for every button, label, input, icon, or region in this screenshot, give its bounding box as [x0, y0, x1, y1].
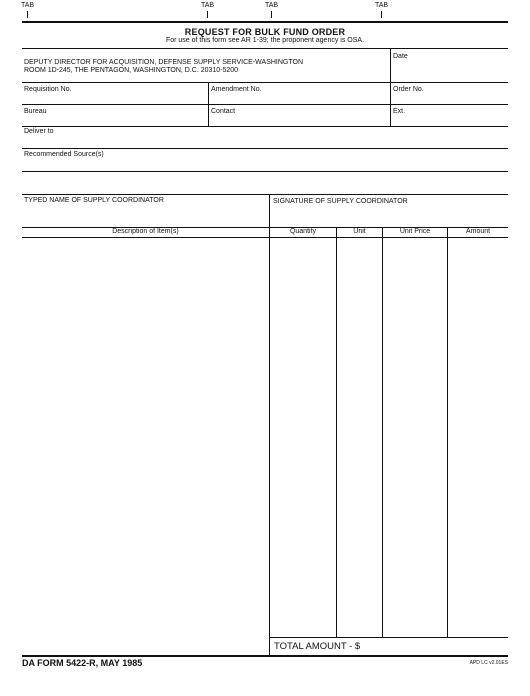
- recommended-source-label: Recommended Source(s): [24, 151, 104, 158]
- col-quantity: Quantity: [289, 228, 317, 235]
- total-amount-label: TOTAL AMOUNT - $: [274, 641, 361, 652]
- order-no-label: Order No.: [393, 86, 424, 93]
- ext-label: Ext.: [393, 108, 406, 115]
- contact-field[interactable]: [211, 116, 388, 126]
- table-divider-amount: [447, 227, 448, 637]
- typed-name-label: TYPED NAME OF SUPPLY COORDINATOR: [24, 197, 164, 204]
- quantity-area[interactable]: [271, 240, 334, 635]
- date-divider: [390, 48, 391, 82]
- typed-name-field[interactable]: [24, 206, 267, 224]
- address-line-2: ROOM 1D-245, THE PENTAGON, WASHINGTON, D.C. 20310-5200: [24, 67, 239, 74]
- coordinator-divider: [269, 194, 270, 227]
- table-header-rule: [22, 237, 508, 238]
- row-requisition-rule: [22, 82, 508, 83]
- address-line-1: DEPUTY DIRECTOR FOR ACQUISITION, DEFENSE SUPPLY SERVICE-WASHINGTON: [24, 59, 304, 66]
- total-rule: [269, 637, 508, 638]
- tab-marker-4: TAB: [375, 2, 389, 9]
- unit-price-area[interactable]: [384, 240, 445, 635]
- tab-marker-2: TAB: [201, 2, 215, 9]
- table-divider-quantity: [269, 227, 270, 655]
- description-area[interactable]: [24, 240, 267, 635]
- row-source-rule: [22, 148, 508, 149]
- date-field[interactable]: [394, 62, 506, 80]
- tab-tick-2: [207, 11, 208, 18]
- col-unit: Unit: [353, 228, 366, 235]
- deliver-to-field[interactable]: [24, 136, 506, 147]
- form-subtitle: For use of this form see AR 1-39; the proponent agency is OSA.: [165, 37, 365, 44]
- amendment-no-field[interactable]: [211, 94, 388, 104]
- unit-area[interactable]: [338, 240, 380, 635]
- signature-label: SIGNATURE OF SUPPLY COORDINATOR: [273, 198, 408, 205]
- contact-label: Contact: [211, 108, 236, 115]
- form-number: DA FORM 5422-R, MAY 1985: [22, 658, 143, 668]
- amendment-no-label: Amendment No.: [211, 86, 262, 93]
- row-coordinator-rule: [22, 194, 508, 195]
- tab-tick-4: [381, 11, 382, 18]
- bottom-border: [22, 655, 508, 657]
- amount-area[interactable]: [449, 240, 506, 635]
- signature-field[interactable]: [273, 206, 506, 224]
- recommended-source-field[interactable]: [24, 160, 506, 170]
- form-title: REQUEST FOR BULK FUND ORDER: [184, 27, 346, 37]
- version-code: APD LC v2.01ES: [469, 660, 508, 666]
- table-divider-unit-price: [382, 227, 383, 637]
- top-border: [22, 21, 508, 23]
- address-top-rule: [22, 48, 508, 49]
- bureau-label: Bureau: [24, 108, 47, 115]
- deliver-to-label: Deliver to: [24, 128, 54, 135]
- col-unit-price: Unit Price: [399, 228, 431, 235]
- row-source-bottom-rule: [22, 171, 508, 172]
- requisition-no-field[interactable]: [24, 94, 206, 104]
- requisition-no-label: Requisition No.: [24, 86, 72, 93]
- table-divider-unit: [336, 227, 337, 637]
- tab-tick-3: [271, 11, 272, 18]
- date-label: Date: [393, 53, 408, 60]
- bureau-field[interactable]: [24, 116, 206, 126]
- tab-tick-1: [27, 11, 28, 18]
- row-bureau-rule: [22, 104, 508, 105]
- col-amount: Amount: [465, 228, 491, 235]
- order-no-field[interactable]: [393, 94, 506, 104]
- total-amount-field[interactable]: [360, 640, 506, 653]
- tab-marker-1: TAB: [21, 2, 35, 9]
- row-deliver-rule: [22, 126, 508, 127]
- tab-marker-3: TAB: [265, 2, 279, 9]
- col-description: Description of Item(s): [112, 228, 179, 235]
- ext-field[interactable]: [393, 116, 506, 126]
